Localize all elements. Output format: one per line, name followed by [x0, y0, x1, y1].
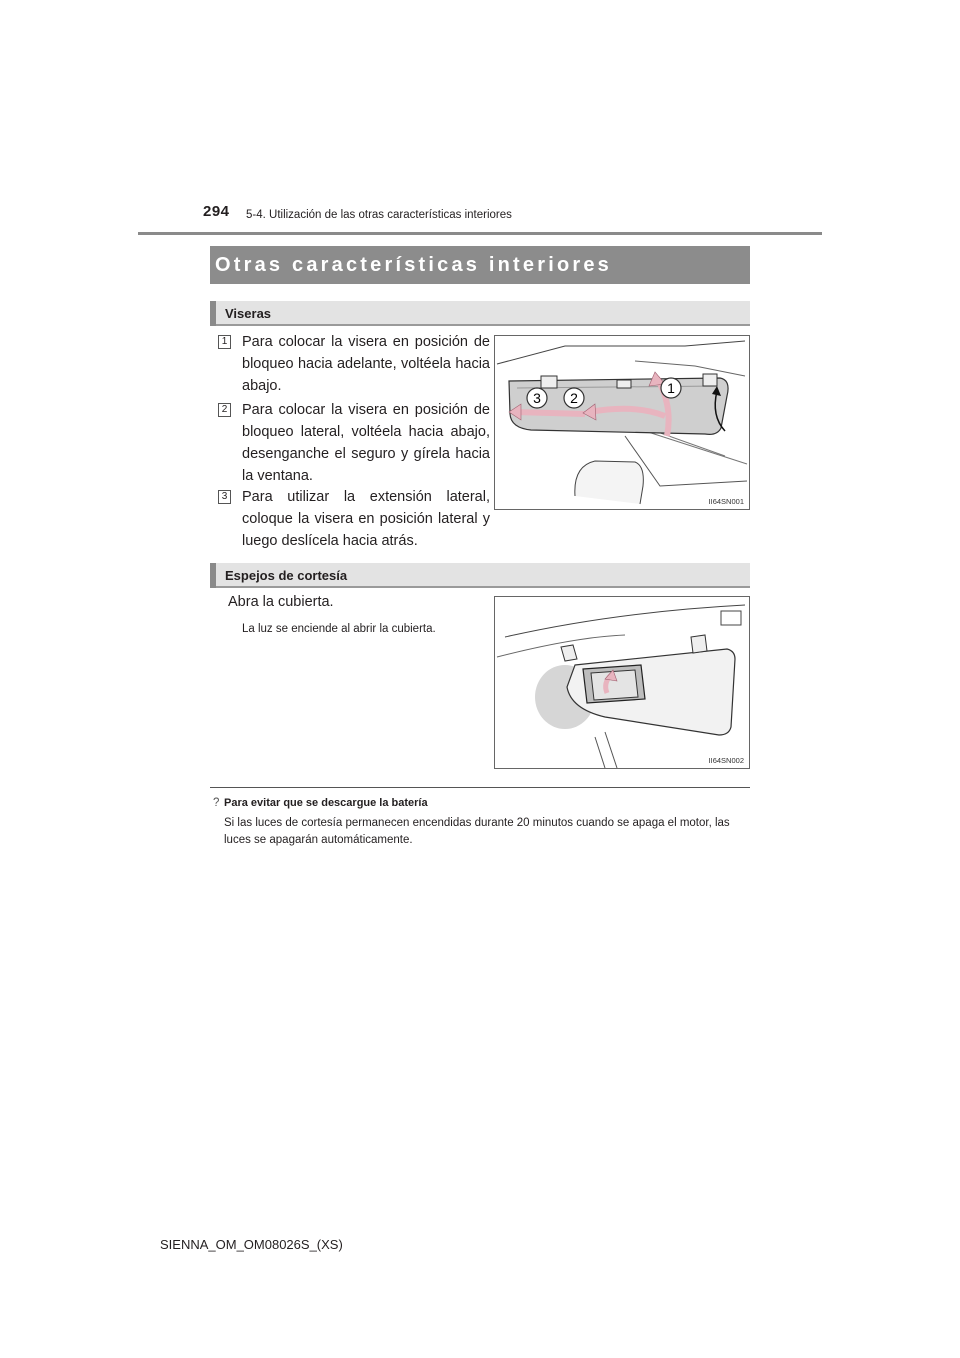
note-title: Para evitar que se descargue la batería — [224, 797, 428, 809]
step-2-text: Para colocar la visera en posición de bloqueo lateral, voltéela hacia abajo, desenganche el seguro y gírela hacia la ventana. — [242, 402, 490, 484]
step-1-text: Para colocar la visera en posición de bloqueo hacia adelante, voltéela hacia abajo. — [242, 334, 490, 394]
mirror-instruction: Abra la cubierta. — [228, 594, 334, 610]
mirrors-heading — [210, 563, 750, 588]
visor-figure — [494, 335, 750, 510]
mirror-note: La luz se enciende al abrir la cubierta. — [242, 623, 436, 635]
header-divider — [138, 232, 822, 235]
section-breadcrumb: 5-4. Utilización de las otras características interiores — [246, 209, 512, 221]
mirror-illustration — [495, 597, 749, 768]
callout-label-1: 1 — [667, 380, 675, 396]
page-title: Otras características interiores — [210, 246, 750, 284]
mirrors-heading-label: Espejos de cortesía — [225, 568, 348, 583]
mirror-figure-code: II64SN002 — [708, 756, 744, 765]
note-text: Si las luces de cortesía permanecen encendidas durante 20 minutos cuando se apaga el motor, las luces se apagarán automáticamente. — [224, 817, 730, 846]
step-2-number: 2 — [218, 403, 231, 417]
visors-heading — [210, 301, 750, 326]
document-code-footer: SIENNA_OM_OM08026S_(XS) — [160, 1237, 343, 1252]
heading-marker — [210, 301, 216, 326]
callout-label-3: 3 — [533, 390, 541, 406]
visor-figure-code: II64SN001 — [708, 497, 744, 506]
heading-marker — [210, 563, 216, 588]
note-marker: ? — [213, 797, 220, 809]
step-3-number: 3 — [218, 490, 231, 504]
callout-label-2: 2 — [570, 390, 578, 406]
page-number: 294 — [203, 203, 230, 220]
step-3-text: Para utilizar la extensión lateral, coloque la visera en posición lateral y luego deslícela hacia atrás. — [242, 489, 490, 549]
note-divider — [210, 787, 750, 788]
visor-illustration — [495, 336, 749, 509]
mirror-figure — [494, 596, 750, 769]
visors-heading-label: Viseras — [225, 306, 272, 321]
step-1-number: 1 — [218, 335, 231, 349]
